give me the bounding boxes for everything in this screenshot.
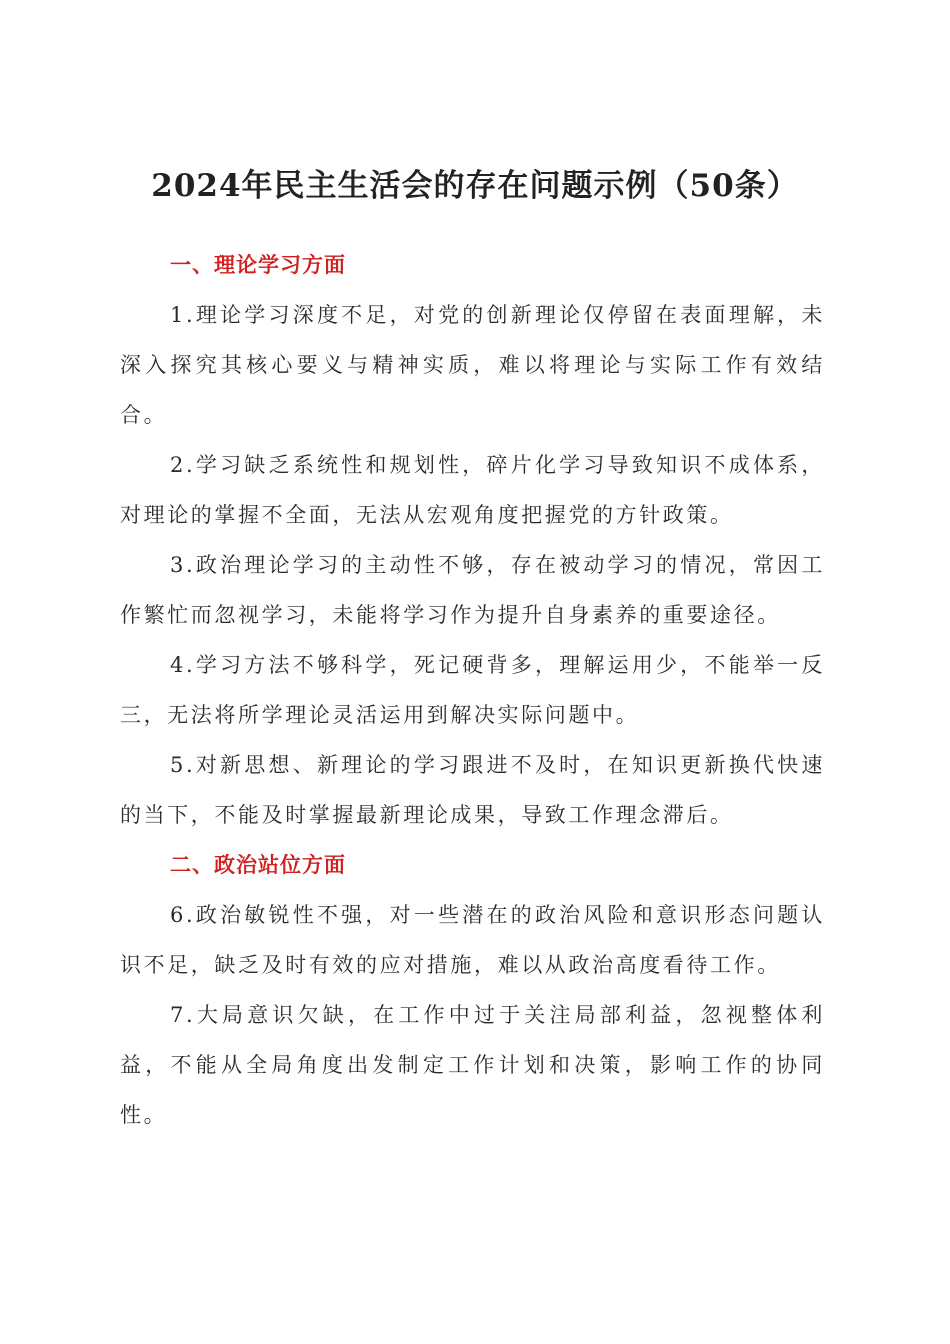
list-item: 2.学习缺乏系统性和规划性，碎片化学习导致知识不成体系，对理论的掌握不全面，无法从宏观角度把握党的方针政策。	[120, 453, 825, 527]
list-item: 3.政治理论学习的主动性不够，存在被动学习的情况，常因工作繁忙而忽视学习，未能将学习作为提升自身素养的重要途径。	[120, 553, 825, 627]
list-item: 1.理论学习深度不足，对党的创新理论仅停留在表面理解，未深入探究其核心要义与精神实质，难以将理论与实际工作有效结合。	[120, 303, 825, 427]
section-heading-theory-study: 一、理论学习方面	[170, 253, 346, 277]
list-item: 7.大局意识欠缺，在工作中过于关注局部利益，忽视整体利益，不能从全局角度出发制定工作计划和决策，影响工作的协同性。	[120, 1003, 825, 1127]
list-item: 5.对新思想、新理论的学习跟进不及时，在知识更新换代快速的当下，不能及时掌握最新理论成果，导致工作理念滞后。	[120, 753, 825, 827]
list-item: 6.政治敏锐性不强，对一些潜在的政治风险和意识形态问题认识不足，缺乏及时有效的应对措施，难以从政治高度看待工作。	[120, 903, 825, 977]
section-heading-political-stance: 二、政治站位方面	[170, 853, 346, 877]
document-title: 2024年民主生活会的存在问题示例（50条）	[151, 168, 799, 204]
list-item: 4.学习方法不够科学，死记硬背多，理解运用少，不能举一反三，无法将所学理论灵活运用到解决实际问题中。	[120, 653, 825, 727]
document-body	[120, 240, 825, 1140]
